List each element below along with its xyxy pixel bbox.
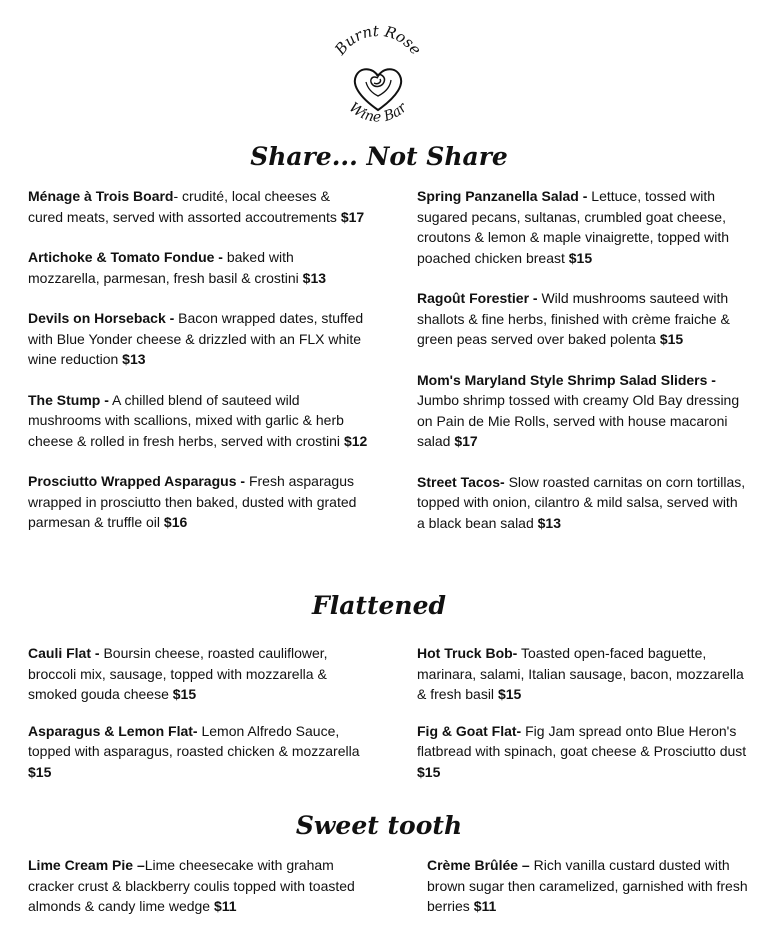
menu-item [417, 186, 747, 268]
item-price: $11 [473, 898, 497, 914]
item-name: Fig & Goat Flat- [417, 722, 522, 739]
item-description: Fresh asparagus wrapped in prosciutto then baked, dusted with grated parmesan & truffle oil [28, 473, 357, 530]
item-price: $15 [417, 763, 441, 780]
logo-top-text: Burnt Rose [331, 21, 425, 59]
item-price: $15 [659, 331, 684, 347]
item-price: $15 [172, 686, 197, 702]
menu-item [28, 643, 368, 705]
flat-right-column [417, 643, 747, 782]
menu-item [417, 643, 747, 705]
menu-item [28, 247, 368, 288]
item-price: $15 [28, 763, 52, 780]
item-description: Toasted open-faced baguette, marinara, salami, Italian sausage, bacon, mozzarella & fresh basil [417, 645, 744, 702]
item-description: Lime cheesecake with graham cracker crust & blackberry coulis topped with toasted almonds & candy lime wedge [28, 857, 355, 914]
sweet-left-column [28, 855, 368, 917]
burnt-rose-logo [318, 20, 438, 135]
item-name: The Stump - [28, 391, 109, 408]
share-left-column [28, 186, 368, 533]
item-price: $12 [343, 432, 368, 449]
item-name: Mom's Maryland Style Shrimp Salad Sliders - [417, 371, 716, 388]
item-description: Wild mushrooms sauteed with shallots & fine herbs, finished with crème fraiche & green peas served over baked polenta [417, 290, 730, 347]
menu-item [28, 390, 368, 452]
menu-item [28, 855, 368, 917]
item-name: Ragoût Forestier - [417, 290, 538, 306]
item-name: Lime Cream Pie – [28, 857, 145, 873]
flat-left-column [28, 643, 368, 782]
item-price: $15 [568, 249, 593, 266]
menu-item [28, 308, 368, 370]
menu-item [28, 471, 368, 533]
item-description: Bacon wrapped dates, stuffed with Blue Yonder cheese & drizzled with an FLX white wine reduction [28, 310, 364, 367]
item-name: Devils on Horseback - [28, 310, 175, 326]
section-title-share: Share... Not Share [250, 142, 508, 171]
item-name: Cauli Flat - [28, 645, 100, 661]
item-price: $17 [340, 208, 365, 225]
item-description: Boursin cheese, roasted cauliflower, broccoli mix, sausage, topped with mozzarella & smoked gouda cheese [28, 645, 328, 702]
menu-item [28, 721, 368, 783]
item-name: Prosciutto Wrapped Asparagus - [28, 473, 246, 489]
item-description: Slow roasted carnitas on corn tortillas, topped with onion, cilantro & mild salsa, served with a black bean salad [417, 473, 746, 531]
item-price: $17 [454, 433, 478, 449]
item-price: $15 [497, 686, 522, 702]
section-title-flattened: Flattened [311, 591, 446, 620]
menu-item [417, 370, 747, 452]
menu-item [417, 721, 747, 783]
item-name: Hot Truck Bob- [417, 645, 518, 661]
section-title-sweet-tooth: Sweet tooth [295, 811, 463, 840]
svg-text:Wine Bar [346, 99, 411, 126]
item-price: $16 [163, 514, 188, 530]
item-name: Ménage à Trois Board [28, 188, 174, 204]
menu-item [417, 288, 747, 350]
item-description: Rich vanilla custard dusted with brown sugar then caramelized, garnished with fresh berries [427, 857, 748, 914]
item-price: $13 [537, 514, 561, 531]
item-description: baked with mozzarella, parmesan, fresh basil & crostini [28, 249, 303, 286]
item-description: Jumbo shrimp tossed with creamy Old Bay dressing on Pain de Mie Rolls, served with house macaroni salad [417, 392, 740, 449]
menu-item [417, 472, 747, 534]
sweet-right-column [427, 855, 749, 917]
menu-item [28, 186, 368, 227]
item-price: $13 [122, 351, 146, 367]
logo-bottom-text: Wine Bar [345, 99, 411, 126]
item-description: Fig Jam spread onto Blue Heron's flatbread with spinach, goat cheese & Prosciutto dust [417, 722, 747, 759]
item-description: Lemon Alfredo Sauce, topped with asparagus, roasted chicken & mozzarella [28, 722, 360, 759]
item-price: $11 [214, 898, 237, 914]
item-separator: - [173, 188, 183, 204]
menu-item [427, 855, 749, 917]
item-description: A chilled blend of sauteed wild mushrooms with scallions, mixed with garlic & herb cheese & rolled in fresh herbs, served with crostini [28, 391, 344, 449]
item-name: Artichoke & Tomato Fondue - [28, 249, 223, 265]
item-name: Asparagus & Lemon Flat- [28, 722, 198, 739]
item-name: Spring Panzanella Salad - [417, 188, 588, 204]
item-description: crudité, local cheeses & cured meats, served with assorted accoutrements [28, 188, 341, 225]
item-name: Street Tacos- [417, 473, 505, 490]
item-price: $13 [302, 269, 327, 286]
item-description: Lettuce, tossed with sugared pecans, sultanas, crumbled goat cheese, croutons & lemon & maple vinaigrette, topped with poached chicken breast [417, 188, 730, 266]
share-right-column [417, 186, 747, 533]
item-name: Crème Brûlée – [427, 857, 530, 873]
svg-text:Burnt Rose [331, 22, 426, 59]
rose-heart-icon [318, 20, 438, 135]
